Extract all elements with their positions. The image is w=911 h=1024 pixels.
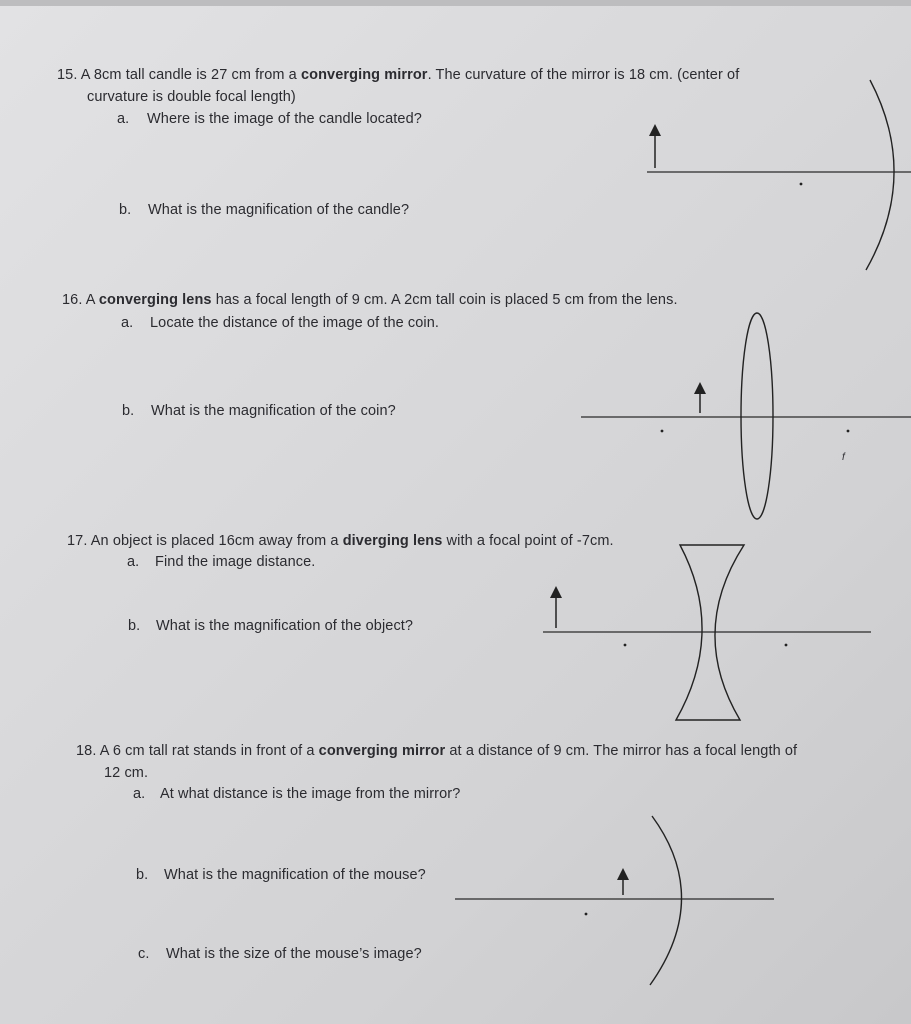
q18-prompt: 18. A 6 cm tall rat stands in front of a converging mirror at a distance of 9 cm. The mirror has a focal length of <box>76 743 798 759</box>
q15a-label: a. <box>117 111 130 127</box>
q17-lens-diagram <box>543 545 871 720</box>
q18c-text: What is the size of the mouse’s image? <box>166 946 422 962</box>
focal-point-label: f <box>842 452 845 463</box>
q15b-text: What is the magnification of the candle? <box>148 202 410 218</box>
q17a-label: a. <box>127 554 140 570</box>
q17a-text: Find the image distance. <box>155 554 316 570</box>
q18b-label: b. <box>136 867 149 883</box>
q18-focal-point-dot <box>585 913 588 916</box>
q16-focal-point-left-dot <box>661 430 664 433</box>
q16-prompt: 16. A converging lens has a focal length of 9 cm. A 2cm tall coin is placed 5 cm from the lens. <box>62 292 678 308</box>
q18b-text: What is the magnification of the mouse? <box>164 867 426 883</box>
q18c-label: c. <box>138 946 150 962</box>
q16-converging-lens <box>741 313 773 519</box>
q15-concave-mirror <box>866 80 894 270</box>
q15a-text: Where is the image of the candle located? <box>147 111 422 127</box>
q17-focal-point-right-dot <box>785 644 788 647</box>
q15b-label: b. <box>119 202 132 218</box>
q16b-text: What is the magnification of the coin? <box>151 403 396 419</box>
q16a-label: a. <box>121 315 134 331</box>
q17b-text: What is the magnification of the object? <box>156 618 414 634</box>
q16-lens-diagram <box>581 313 911 519</box>
q15-prompt-line2: curvature is double focal length) <box>87 89 296 105</box>
q18-concave-mirror <box>650 816 682 985</box>
q17-prompt: 17. An object is placed 16cm away from a diverging lens with a focal point of -7cm. <box>67 533 614 549</box>
q17b-label: b. <box>128 618 141 634</box>
q16a-text: Locate the distance of the image of the coin. <box>150 315 440 331</box>
q17-focal-point-left-dot <box>624 644 627 647</box>
q15-focal-point-dot <box>800 183 803 186</box>
q16-focal-point-right-dot <box>847 430 850 433</box>
q15-mirror-diagram <box>647 80 911 270</box>
q18-prompt-line2: 12 cm. <box>104 765 149 781</box>
q16b-label: b. <box>122 403 135 419</box>
q15-prompt: 15. A 8cm tall candle is 27 cm from a converging mirror. The curvature of the mirror is 18 cm. (center of <box>57 67 740 83</box>
q18a-label: a. <box>133 786 146 802</box>
q18-mirror-diagram <box>455 816 774 985</box>
q18a-text: At what distance is the image from the mirror? <box>160 786 461 802</box>
